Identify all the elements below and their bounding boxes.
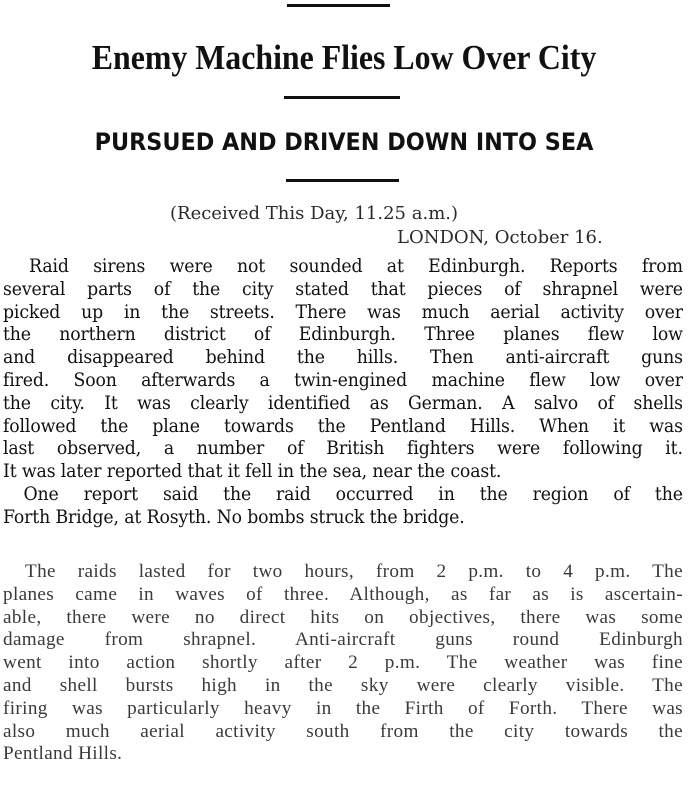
headline-rule (284, 96, 400, 99)
paragraph-3-line: firing was particularly heavy in the Firth of Forth. There was (3, 697, 683, 719)
paragraph-2-line: Forth Bridge, at Rosyth. No bombs struck the bridge. (3, 506, 465, 528)
subheadline-rule (286, 179, 399, 182)
paragraph-1-line: last observed, a number of British fighters were following it. (3, 438, 683, 460)
paragraph-3-line: Pentland Hills. (3, 743, 123, 765)
paragraph-1-line: and disappeared behind the hills. Then anti-aircraft guns (3, 347, 683, 369)
paragraph-1-line: Raid sirens were not sounded at Edinburgh. Reports from (29, 256, 683, 277)
paragraph-1-line: followed the plane towards the Pentland Hills. When it was (3, 415, 683, 437)
paragraph-1-line: the city. It was clearly identified as German. A salvo of shells (3, 392, 683, 414)
paragraph-3-line: and shell bursts high in the sky were clearly visible. The (3, 674, 683, 696)
paragraph-3-line: damage from shrapnel. Anti-aircraft guns round Edinburgh (3, 629, 683, 651)
article-body-light (3, 561, 683, 766)
paragraph-3-line: The raids lasted for two hours, from 2 p.m. to 4 p.m. The (25, 561, 683, 582)
headline: Enemy Machine Flies Low Over City (91, 38, 597, 77)
paragraph-1-line: picked up in the streets. There was much aerial activity over (3, 301, 683, 323)
paragraph-2-line: One report said the raid occurred in the region of the (23, 483, 683, 505)
paragraph-3-line: went into action shortly after 2 p.m. The weather was fine (3, 652, 683, 674)
received-notice: (Received This Day, 11.25 a.m.) (170, 203, 458, 224)
paragraph-1-line: the northern district of Edinburgh. Three planes flew low (3, 324, 683, 346)
top-rule (287, 4, 390, 7)
paragraph-1-line: fired. Soon afterwards a twin-engined machine flew low over (3, 369, 683, 391)
paragraph-3-line: planes came in waves of three. Although, as far as is ascertain- (3, 583, 683, 605)
paragraph-3-line: able, there were no direct hits on objectives, there was some (3, 606, 683, 628)
subheadline: PURSUED AND DRIVEN DOWN INTO SEA (94, 128, 594, 156)
paragraph-1-line: It was later reported that it fell in the sea, near the coast. (3, 461, 502, 483)
article-body-bold (3, 256, 683, 530)
dateline: LONDON, October 16. (397, 227, 603, 248)
paragraph-3-line: also much aerial activity south from the city towards the (3, 720, 683, 742)
paragraph-1-line: several parts of the city stated that pieces of shrapnel were (3, 278, 683, 300)
